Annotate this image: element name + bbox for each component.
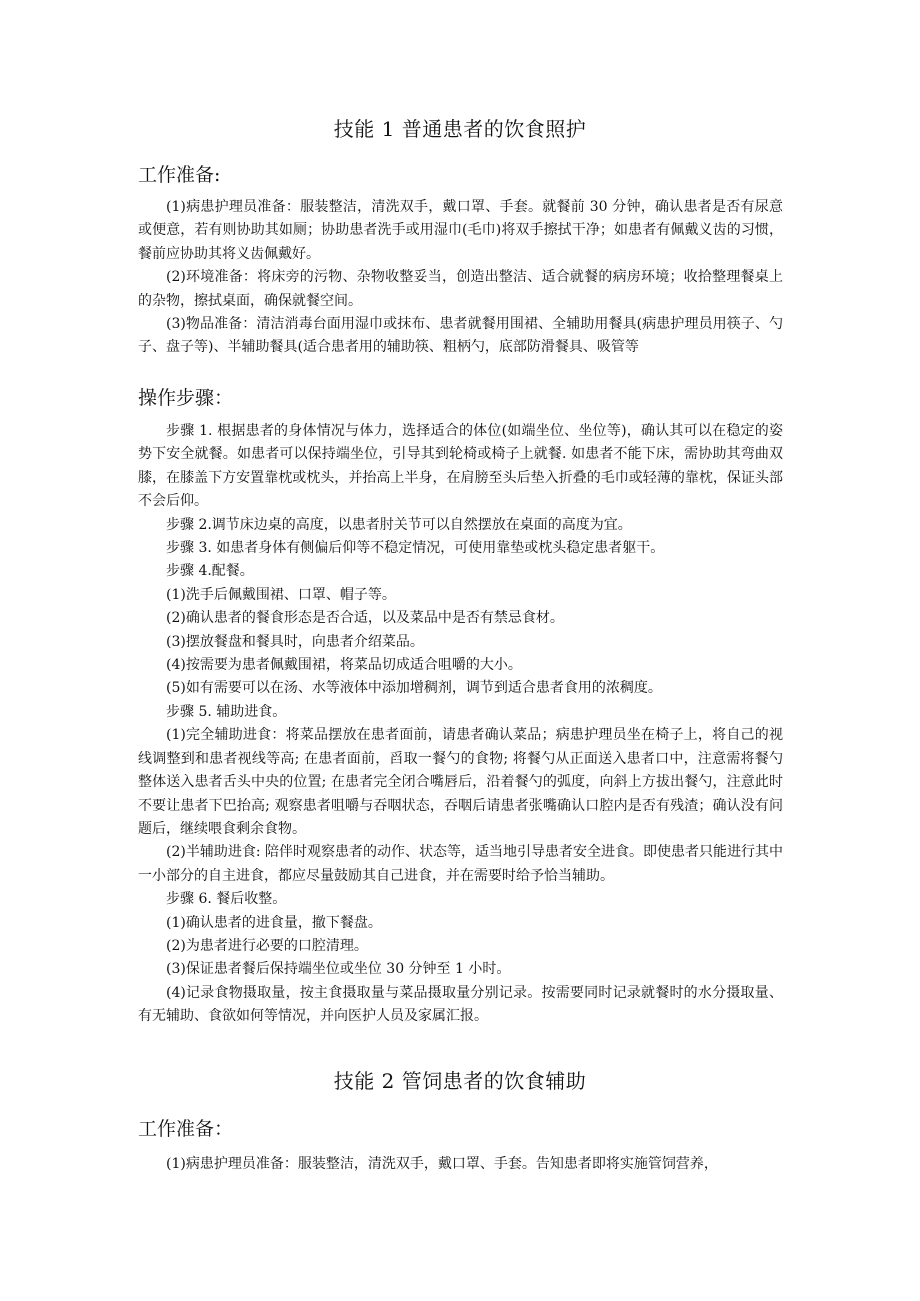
- prep-paragraph: (3)物品准备：清洁消毒台面用湿巾或抹布、患者就餐用围裙、全辅助用餐具(病患护理员用筷子、勺子、盘子等)、半辅助餐具(适合患者用的辅助筷、粗柄勺，底部防滑餐具、吸管等: [138, 316, 783, 356]
- prep-paragraph: (1)病患护理员准备：服装整洁，清洗双手，戴口罩、手套。告知患者即将实施管饲营养，: [166, 1156, 718, 1172]
- step-paragraph: (1)洗手后佩戴围裙、口罩、帽子等。: [166, 586, 396, 603]
- step-paragraph: (5)如有需要可以在汤、水等液体中添加增稠剂，调节到适合患者食用的浓稠度。: [166, 680, 662, 697]
- step-paragraph: 步骤 3. 如患者身体有侧偏后仰等不稳定情况，可使用靠垫或枕头稳定患者躯干。: [166, 540, 665, 557]
- section2-title: 技能 2 管饲患者的饮食辅助: [333, 1069, 587, 1093]
- step-paragraph: 步骤 2.调节床边桌的高度，以患者肘关节可以自然摆放在桌面的高度为宜。: [166, 516, 632, 533]
- step-paragraph: 步骤 6. 餐后收整。: [166, 891, 287, 908]
- step-paragraph: 步骤 4.配餐。: [166, 563, 254, 580]
- step-paragraph: (3)摆放餐盘和餐具时，向患者介绍菜品。: [166, 633, 424, 650]
- section1-prep-body: [138, 196, 783, 360]
- step-paragraph: (2)为患者进行必要的口腔清理。: [166, 937, 368, 954]
- section1-title: 技能 1 普通患者的饮食照护: [333, 117, 587, 141]
- section1-steps-heading: 操作步骤：: [138, 387, 234, 409]
- step-paragraph: (2)确认患者的餐食形态是否合适，以及菜品中是否有禁忌食材。: [166, 610, 564, 627]
- step-paragraph: (4)记录食物摄取量，按主食摄取量与菜品摄取量分别记录。按需要同时记录就餐时的水分摄取量、有无辅助、食欲如何等情况，并向医护人员及家属汇报。: [138, 984, 783, 1025]
- step-paragraph: (4)按需要为患者佩戴围裙，将菜品切成适合咀嚼的大小。: [166, 657, 522, 674]
- step-paragraph: (2)半辅助进食: 陪伴时观察患者的动作、状态等，适当地引导患者安全进食。即使患者只能进行其中一小部分的自主进食，都应尽量鼓励其自己进食，并在需要时给予恰当辅助。: [138, 844, 783, 884]
- prep-paragraph: (1)病患护理员准备：服装整洁，清洗双手，戴口罩、手套。就餐前 30 分钟，确认患者是否有尿意或便意，若有则协助其如厕；协助患者洗手或用湿巾(毛巾)将双手擦拭干净；如患者有佩戴义齿的习惯，餐前应协助其将义齿佩戴好。: [138, 199, 783, 262]
- step-paragraph: (3)保证患者餐后保持端坐位或坐位 30 分钟至 1 小时。: [166, 961, 511, 978]
- step-paragraph: 步骤 5. 辅助进食。: [166, 703, 287, 720]
- step-paragraph: (1)确认患者的进食量，撤下餐盘。: [166, 914, 382, 931]
- step-paragraph: 步骤 1. 根据患者的身体情况与体力，选择适合的体位(如端坐位、坐位等)，确认其可以在稳定的姿势下安全就餐。如患者可以保持端坐位，引导其到轮椅或椅子上就餐. 如患者不能下床，需协助其弯曲双膝，在膝盖下方安置靠枕或枕头，并抬高上半身，在肩膀至头后垫入折叠的毛巾或轻薄的靠枕，保证头部不会后仰。: [138, 423, 783, 510]
- prep-paragraph: (2)环境准备：将床旁的污物、杂物收整妥当，创造出整洁、适合就餐的病房环境；收拾整理餐桌上的杂物，擦拭桌面，确保就餐空间。: [138, 269, 783, 309]
- section2-prep-body: [138, 1153, 783, 1176]
- section1-steps-body: [138, 420, 783, 1029]
- step-paragraph: (1)完全辅助进食：将菜品摆放在患者面前，请患者确认菜品；病患护理员坐在椅子上，将自己的视线调整到和患者视线等高; 在患者面前，舀取一餐勺的食物; 将餐勺从正面送入患者口中，注意需将餐勺整体送入患者舌头中央的位置; 在患者完全闭合嘴唇后，沿着餐勺的弧度，向斜上方拔出餐勺，注意此时不要让患者下巴抬高; 观察患者咀嚼与吞咽状态，吞咽后请患者张嘴确认口腔内是否有残渣；确认没有问题后，继续喂食剩余食物。: [138, 727, 783, 837]
- section2-prep-heading: 工作准备：: [138, 1118, 234, 1140]
- section1-prep-heading: 工作准备:: [138, 164, 221, 186]
